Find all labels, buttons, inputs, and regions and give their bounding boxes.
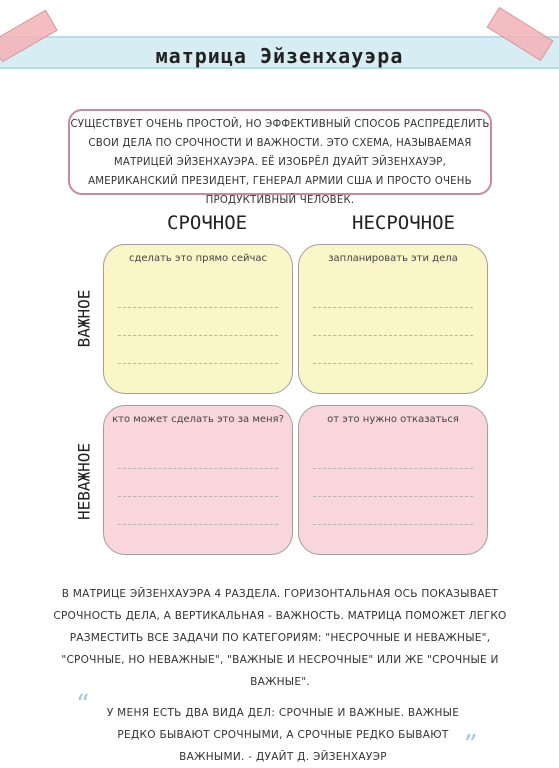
writing-line xyxy=(313,524,473,525)
column-header-not-urgent: НЕСРОЧНОЕ xyxy=(352,212,455,234)
row-header-important: ВАЖНОЕ xyxy=(74,289,94,348)
quote-text: У МЕНЯ ЕСТЬ ДВА ВИДА ДЕЛ: СРОЧНЫЕ И ВАЖНЫЕ. ВАЖНЫЕ РЕДКО БЫВАЮТ СРОЧНЫМИ, А СРОЧНЫЕ РЕДКО БЫВАЮТ ВАЖНЫМИ. - ДУАЙТ Д. ЭЙЗЕНХАУЭР xyxy=(106,707,460,763)
open-quote-mark: “ xyxy=(76,690,90,720)
quadrant-not-urgent-not-important xyxy=(298,405,488,555)
writing-line xyxy=(313,307,473,308)
quadrant-urgent-not-important xyxy=(103,405,293,555)
summary-text: В МАТРИЦЕ ЭЙЗЕНХАУЭРА 4 РАЗДЕЛА. ГОРИЗОНТАЛЬНАЯ ОСЬ ПОКАЗЫВАЕТ СРОЧНОСТЬ ДЕЛА, А ВЕРТИКАЛЬНАЯ - ВАЖНОСТЬ. МАТРИЦА ПОМОЖЕТ ЛЕГКО РАЗМЕСТИТЬ ВСЕ ЗАДАЧИ ПО КАТЕГОРИЯМ: "НЕСРОЧНЫЕ И НЕВАЖНЫЕ", "СРОЧНЫЕ, НО НЕВАЖНЫЕ", "ВАЖНЫЕ И НЕСРОЧНЫЕ" ИЛИ ЖЕ "СРОЧНЫЕ И ВАЖНЫЕ". xyxy=(53,588,507,688)
writing-line xyxy=(313,335,473,336)
row-header-not-important: НЕВАЖНОЕ xyxy=(74,442,94,521)
quadrant-label: от это нужно отказаться xyxy=(327,414,459,425)
quadrant-not-urgent-important xyxy=(298,244,488,394)
writing-line xyxy=(118,524,278,525)
writing-line xyxy=(118,496,278,497)
quadrant-label: сделать это прямо сейчас xyxy=(128,253,268,264)
writing-line xyxy=(118,468,278,469)
close-quote-mark: ” xyxy=(464,730,478,760)
writing-line xyxy=(118,307,278,308)
writing-line xyxy=(118,363,278,364)
writing-line xyxy=(313,468,473,469)
column-header-urgent: СРОЧНОЕ xyxy=(167,212,248,234)
writing-line xyxy=(313,496,473,497)
quadrant-label: запланировать эти дела xyxy=(328,253,458,264)
quadrant-label: кто может сделать это за меня? xyxy=(112,414,284,425)
intro-box: СУЩЕСТВУЕТ ОЧЕНЬ ПРОСТОЙ, НО ЭФФЕКТИВНЫЙ СПОСОБ РАСПРЕДЕЛИТЬ СВОИ ДЕЛА ПО СРОЧНОСТИ И ВАЖНОСТИ. ЭТО СХЕМА, НАЗЫВАЕМАЯ МАТРИЦЕЙ ЭЙЗЕНХАУЭРА. ЕЁ ИЗОБРЁЛ ДУАЙТ ЭЙЗЕНХАУЭР, АМЕРИКАНСКИЙ ПРЕЗИДЕНТ, ГЕНЕРАЛ АРМИИ США И ПРОСТО ОЧЕНЬ ПРОДУКТИВНЫЙ ЧЕЛОВЕК. xyxy=(68,109,492,195)
quadrant-urgent-important xyxy=(103,244,293,394)
writing-line xyxy=(313,363,473,364)
page-title: матрица Эйзенхауэра xyxy=(155,44,404,68)
writing-line xyxy=(118,335,278,336)
